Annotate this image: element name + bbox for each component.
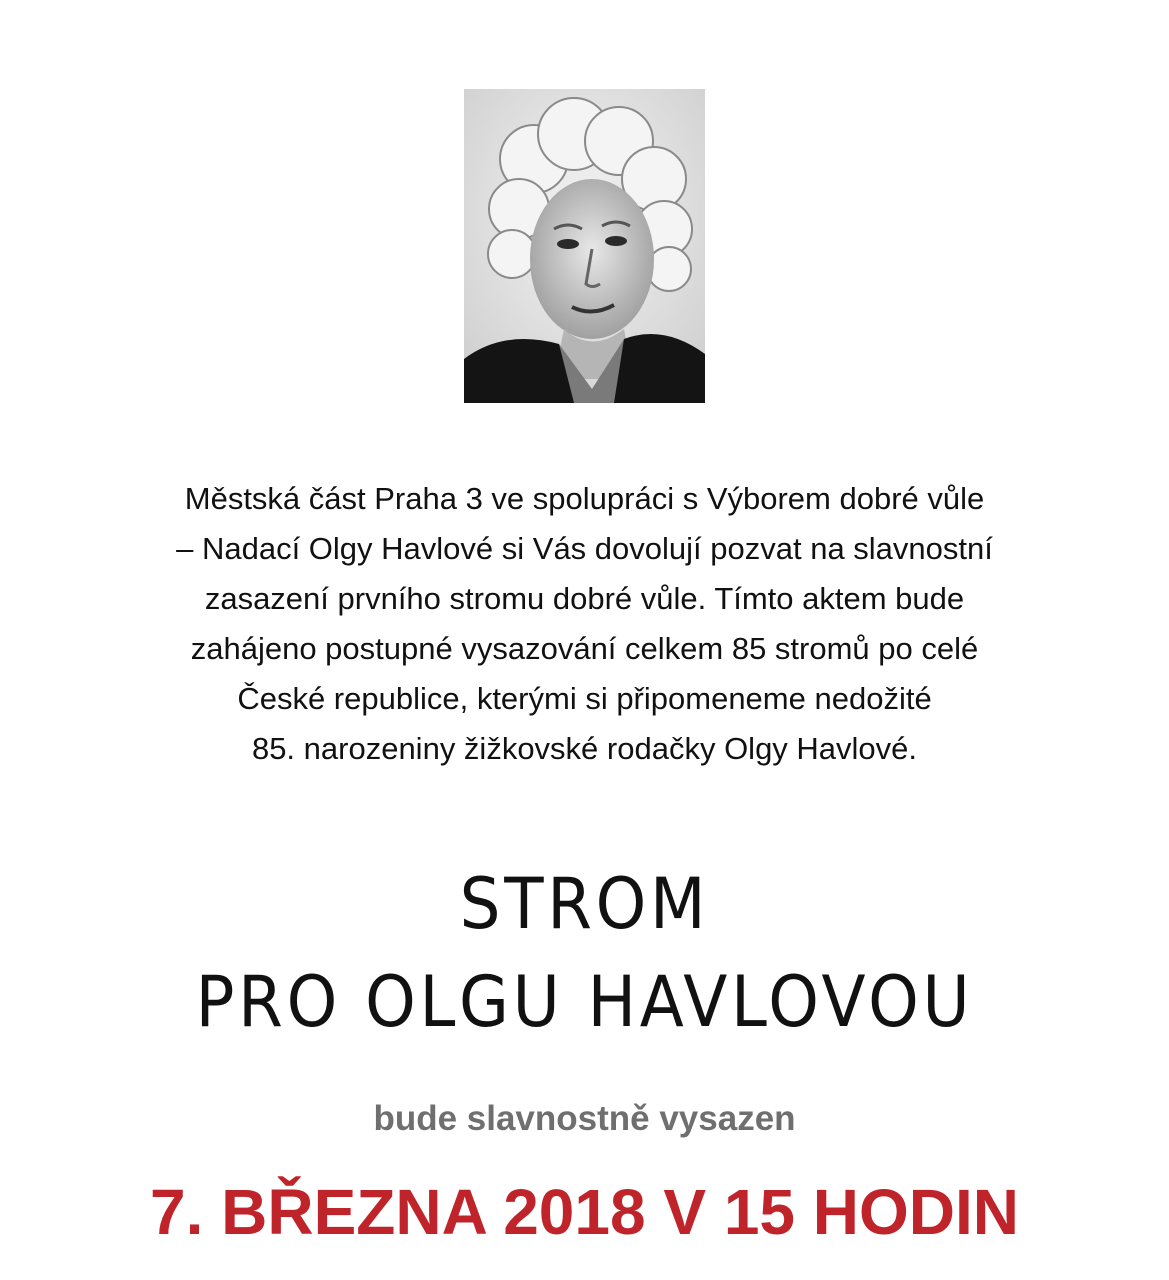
portrait-image [464, 89, 705, 403]
invitation-line: – Nadací Olgy Havlové si Vás dovolují pozvat na slavnostní [176, 531, 993, 566]
event-subtitle: bude slavnostně vysazen [373, 1099, 796, 1138]
invitation-line: 85. narozeniny žižkovské rodačky Olgy Havlové. [251, 731, 918, 766]
portrait-photo [464, 89, 705, 403]
invitation-line: zahájeno postupné vysazování celkem 85 stromů po celé [190, 631, 979, 666]
event-title [0, 855, 1169, 1051]
event-date: 7. BŘEZNA 2018 V 15 HODIN [149, 1176, 1020, 1248]
event-title-line-2: PRO OLGU HAVLOVOU [195, 961, 974, 1043]
invitation-text [30, 474, 1139, 774]
event-title-line-1: STROM [459, 863, 710, 945]
invitation-line: České republice, kterými si připomeneme nedožité [237, 681, 932, 716]
invitation-line: Městská část Praha 3 ve spolupráci s Výborem dobré vůle [184, 481, 985, 516]
invitation-line: zasazení prvního stromu dobré vůle. Tímto aktem bude [204, 581, 965, 616]
